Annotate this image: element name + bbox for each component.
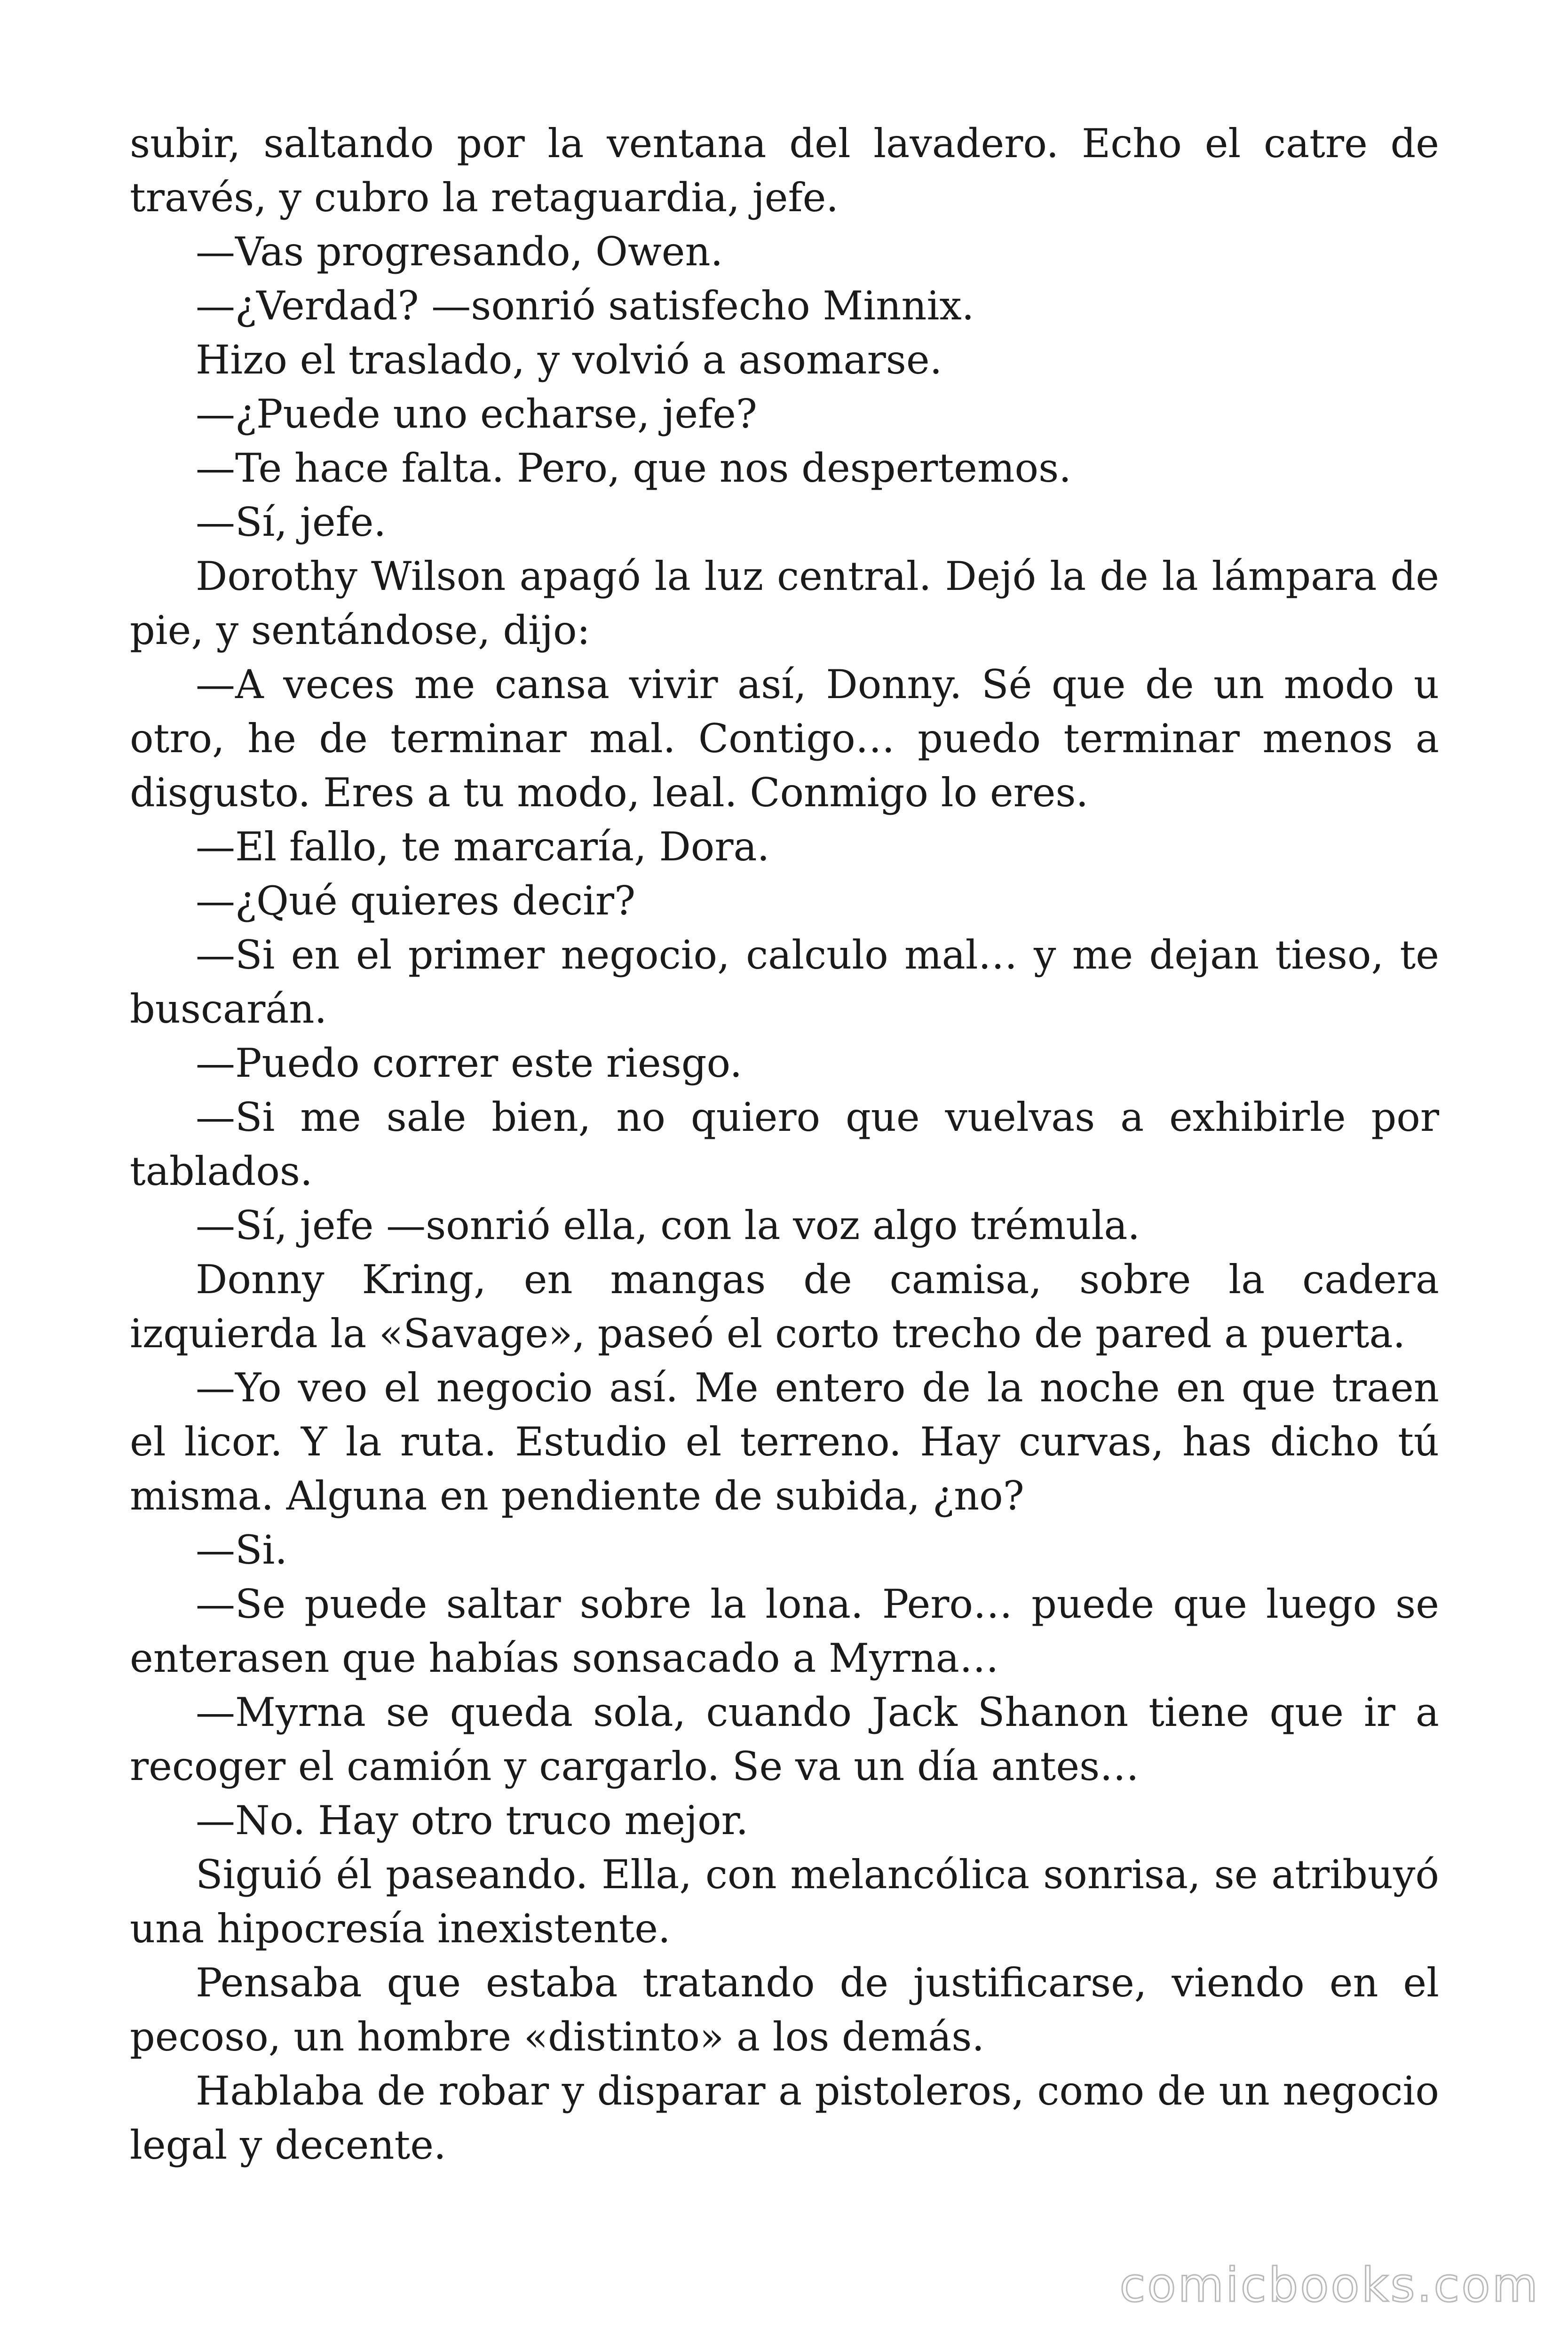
watermark-logo: comicbooks.com — [1119, 2257, 1540, 2312]
paragraph: —Si en el primer negocio, calculo mal… y me dejan tieso, te buscarán. — [130, 932, 1439, 1032]
paragraph: —Sí, jefe —sonrió ella, con la voz algo trémula. — [196, 1202, 1140, 1248]
paragraph: —¿Verdad? —sonrió satisfecho Minnix. — [196, 283, 974, 329]
paragraph: —Si. — [196, 1527, 288, 1573]
paragraph: —A veces me cansa vivir así, Donny. Sé que de un modo u otro, he de terminar mal. Contigo… puedo terminar menos a disgusto. Eres a tu modo, leal. Conmigo lo eres. — [130, 661, 1439, 816]
paragraph: Donny Kring, en mangas de camisa, sobre la cadera izquierda la «Savage», paseó el corto trecho de pared a puerta. — [130, 1256, 1439, 1357]
paragraph: —¿Qué quieres decir? — [196, 878, 636, 924]
paragraph: —¿Puede uno echarse, jefe? — [196, 391, 757, 437]
body-text — [130, 117, 1439, 2172]
paragraph: subir, saltando por la ventana del lavadero. Echo el catre de través, y cubro la retaguardia, jefe. — [130, 120, 1439, 221]
paragraph: —Se puede saltar sobre la lona. Pero… puede que luego se enterasen que habías sonsacado a Myrna… — [130, 1581, 1439, 1681]
paragraph: Siguió él paseando. Ella, con melancólica sonrisa, se atribuyó una hipocresía inexistente. — [130, 1851, 1439, 1952]
paragraph: —Myrna se queda sola, cuando Jack Shanon tiene que ir a recoger el camión y cargarlo. Se va un día antes… — [130, 1689, 1439, 1789]
paragraph: Dorothy Wilson apagó la luz central. Dejó la de la lámpara de pie, y sentándose, dijo: — [130, 553, 1439, 653]
paragraph: Hizo el traslado, y volvió a asomarse. — [196, 337, 942, 383]
paragraph: —Te hace falta. Pero, que nos despertemos. — [196, 445, 1071, 491]
paragraph: —Si me sale bien, no quiero que vuelvas a exhibirle por tablados. — [130, 1094, 1439, 1194]
paragraph: —No. Hay otro truco mejor. — [196, 1797, 749, 1843]
paragraph: Pensaba que estaba tratando de justificarse, viendo en el pecoso, un hombre «distinto» a los demás. — [130, 1960, 1439, 2060]
paragraph: —Sí, jefe. — [196, 499, 387, 545]
paragraph: Hablaba de robar y disparar a pistoleros, como de un negocio legal y decente. — [130, 2068, 1439, 2168]
paragraph: —Vas progresando, Owen. — [196, 229, 723, 275]
paragraph: —Puedo correr este riesgo. — [196, 1040, 743, 1086]
paragraph: —El fallo, te marcaría, Dora. — [196, 824, 770, 870]
paragraph: —Yo veo el negocio así. Me entero de la noche en que traen el licor. Y la ruta. Estudio el terreno. Hay curvas, has dicho tú misma. Alguna en pendiente de subida, ¿no? — [130, 1365, 1439, 1519]
